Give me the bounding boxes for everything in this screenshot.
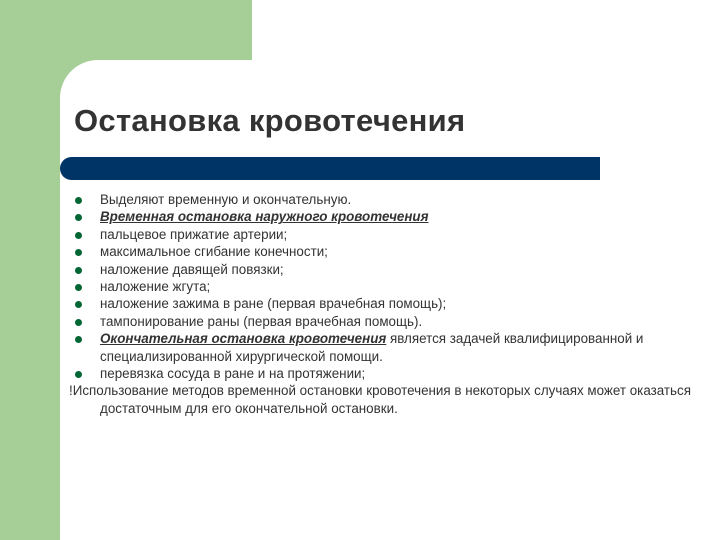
bullet-icon (75, 301, 82, 308)
list-item (74, 365, 704, 382)
list-item (74, 295, 704, 312)
note-text: !Использование методов временной остановки кровотечения в некоторых случаях может оказаться достаточным для его окончательной остановки. (69, 383, 691, 416)
slide-content (69, 191, 704, 417)
bullet-icon (75, 249, 82, 256)
final-stop-heading: Окончательная остановка кровотечения (100, 331, 387, 347)
list-item (74, 243, 704, 260)
final-stop-text: является задачей квалифицированной и специализированной хирургической помощи. (100, 331, 644, 364)
bullet-icon (75, 319, 82, 326)
list-item (74, 208, 704, 225)
bullet-icon (75, 336, 82, 343)
list-item-text: максимальное сгибание конечности; (100, 244, 328, 260)
list-item-text: наложение давящей повязки; (100, 261, 284, 277)
bullet-icon (75, 232, 82, 239)
decor-green-strip-left (0, 0, 60, 540)
temporary-stop-heading: Временная остановка наружного кровотечения (100, 209, 429, 225)
list-item (74, 261, 704, 278)
list-item (74, 330, 704, 365)
bullet-icon (75, 197, 82, 204)
title-underline-bar (60, 157, 600, 180)
list-item (74, 191, 704, 208)
list-item-text: перевязка сосуда в ране и на протяжении; (100, 366, 366, 382)
list-item-text: наложение жгута; (100, 279, 211, 295)
bullet-icon (75, 284, 82, 291)
list-item-text: наложение зажима в ране (первая врачебная помощь); (100, 296, 447, 312)
list-item-text: тампонирование раны (первая врачебная помощь). (100, 313, 423, 329)
list-item (74, 313, 704, 330)
bullet-icon (75, 371, 82, 378)
list-item (74, 278, 704, 295)
slide-title: Остановка кровотечения (74, 103, 466, 138)
list-item-text: Выделяют временную и окончательную. (100, 192, 352, 207)
bullet-icon (75, 214, 82, 221)
bullet-icon (75, 267, 82, 274)
list-item (74, 226, 704, 243)
list-item-text: пальцевое прижатие артерии; (100, 226, 288, 242)
